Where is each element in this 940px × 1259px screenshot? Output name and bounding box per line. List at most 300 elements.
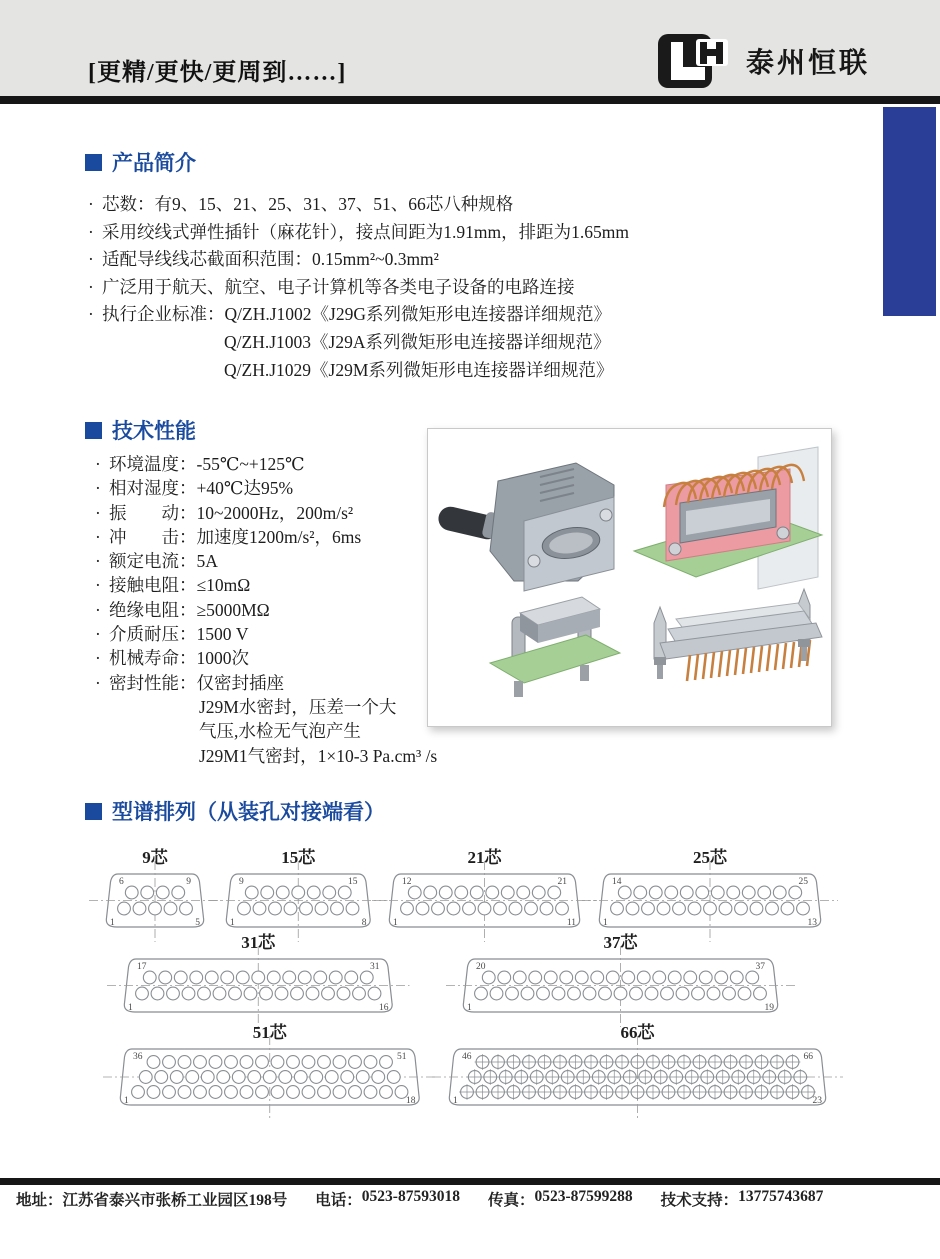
pin-hole xyxy=(156,886,169,899)
pin-hole xyxy=(722,987,735,1000)
pin-hole xyxy=(521,987,534,1000)
pin-hole xyxy=(766,902,779,915)
pin-number-label: 17 xyxy=(136,962,147,972)
pin-hole xyxy=(372,1071,385,1084)
diagram-title: 25芯 xyxy=(693,848,727,867)
pin-hole xyxy=(155,1071,168,1084)
pin-number-label: 19 xyxy=(764,1003,774,1013)
product-photo xyxy=(427,428,832,727)
pin-hole xyxy=(683,971,696,984)
pin-number-label: 14 xyxy=(612,877,622,887)
pin-number-label: 18 xyxy=(406,1096,416,1106)
pin-hole xyxy=(261,886,274,899)
pin-hole xyxy=(298,971,311,984)
pin-hole xyxy=(337,987,350,1000)
pin-hole-cross xyxy=(505,1084,521,1100)
pin-hole-cross xyxy=(691,1084,707,1100)
pin-hole-cross xyxy=(776,1069,792,1085)
pin-hole xyxy=(147,1086,160,1099)
pin-hole xyxy=(552,987,565,1000)
intro-text: 采用绞线式弹性插针（麻花针），接点间距为1.91mm，排距为1.65mm xyxy=(102,221,629,242)
pin-hole xyxy=(221,971,234,984)
pin-hole-cross xyxy=(521,1084,537,1100)
pin-hole xyxy=(505,987,518,1000)
intro-line xyxy=(88,274,748,302)
company-name: 泰州恒联 xyxy=(745,47,870,78)
pin-hole-cross xyxy=(590,1069,606,1085)
title-square-icon xyxy=(85,154,102,171)
pin-hole xyxy=(159,971,172,984)
pin-number-label: 1 xyxy=(124,1096,129,1106)
pin-hole xyxy=(634,886,647,899)
pin-hole xyxy=(338,886,351,899)
pin-hole xyxy=(333,1086,346,1099)
pin-hole xyxy=(493,902,506,915)
pin-hole xyxy=(178,1056,191,1069)
pin-hole xyxy=(536,987,549,1000)
pin-number-label: 5 xyxy=(195,918,200,928)
pin-hole xyxy=(267,971,280,984)
tech-line xyxy=(95,646,475,670)
pin-hole xyxy=(532,886,545,899)
tech-line xyxy=(95,525,475,549)
pin-hole-cross xyxy=(614,1054,630,1070)
pin-hole xyxy=(735,902,748,915)
section-title-intro-text: 产品简介 xyxy=(112,152,196,175)
pin-hole xyxy=(540,902,553,915)
pin-hole xyxy=(287,1086,300,1099)
pin-hole xyxy=(544,971,557,984)
pin-hole xyxy=(547,886,560,899)
tech-line xyxy=(95,476,475,500)
pin-hole xyxy=(797,902,810,915)
pin-hole-cross xyxy=(769,1084,785,1100)
pin-hole xyxy=(256,1056,269,1069)
pin-hole-cross xyxy=(691,1054,707,1070)
pin-number-label: 23 xyxy=(812,1096,822,1106)
pin-hole-cross xyxy=(466,1069,482,1085)
footer-value: 0523-87599288 xyxy=(534,1188,633,1205)
pin-hole xyxy=(745,971,758,984)
pin-hole xyxy=(306,987,319,1000)
bullet-dot: · xyxy=(95,526,101,547)
pin-hole xyxy=(470,886,483,899)
section-title-pinout-text: 型谱排列（从装孔对接端看） xyxy=(112,801,385,824)
pin-number-label: 51 xyxy=(397,1052,407,1062)
pin-hole xyxy=(151,987,164,1000)
pin-hole xyxy=(559,971,572,984)
pin-diagram-66 xyxy=(430,1020,845,1124)
intro-line xyxy=(88,246,748,274)
pin-hole-cross xyxy=(474,1054,490,1070)
pin-hole-cross xyxy=(559,1069,575,1085)
intro-text: Q/ZH.J1003《J29A系列微矩形电连接器详细规范》 xyxy=(224,331,611,352)
bullet-dot: · xyxy=(95,454,101,474)
pin-hole xyxy=(244,987,257,1000)
pin-hole xyxy=(673,902,686,915)
diagram-title: 15芯 xyxy=(281,848,315,867)
pin-hole xyxy=(225,1086,238,1099)
pin-hole xyxy=(364,1056,377,1069)
pin-hole-cross xyxy=(676,1054,692,1070)
company-logo-icon xyxy=(658,34,736,88)
pin-hole xyxy=(567,987,580,1000)
pin-hole xyxy=(668,971,681,984)
pin-hole xyxy=(555,902,568,915)
pin-hole xyxy=(163,1056,176,1069)
pin-hole-cross xyxy=(482,1069,498,1085)
pin-hole xyxy=(329,971,342,984)
bullet-dot: · xyxy=(95,551,101,572)
footer-item xyxy=(661,1188,824,1210)
pin-hole xyxy=(696,886,709,899)
pin-hole xyxy=(781,902,794,915)
pin-hole-cross xyxy=(668,1069,684,1085)
pin-hole xyxy=(315,902,328,915)
pin-hole xyxy=(149,902,162,915)
pin-hole xyxy=(245,886,258,899)
pin-hole-cross xyxy=(753,1084,769,1100)
pin-hole-cross xyxy=(528,1069,544,1085)
tech-text: 冲 击：加速度1200m/s²，6ms xyxy=(109,526,362,547)
pin-hole xyxy=(490,987,503,1000)
pin-hole xyxy=(178,1086,191,1099)
pin-hole xyxy=(299,902,312,915)
footer-contact-line xyxy=(16,1188,928,1210)
pin-hole xyxy=(688,902,701,915)
tech-text: 相对湿度：+40℃达95% xyxy=(109,478,294,499)
pin-hole xyxy=(590,971,603,984)
pin-hole xyxy=(680,886,693,899)
pin-hole xyxy=(236,971,249,984)
pin-hole xyxy=(346,902,359,915)
pin-hole-cross xyxy=(761,1069,777,1085)
pin-hole-cross xyxy=(490,1054,506,1070)
pin-hole xyxy=(626,902,639,915)
tech-text: 环境温度：-55℃~+125℃ xyxy=(109,454,305,474)
pin-hole xyxy=(310,1071,323,1084)
tech-line xyxy=(95,501,475,525)
pin-hole-cross xyxy=(459,1084,475,1100)
pin-hole xyxy=(172,886,185,899)
header-slogan: [更精/更快/更周到……] xyxy=(88,60,347,86)
diagram-title: 31芯 xyxy=(241,933,275,952)
footer-item xyxy=(16,1188,287,1210)
pin-hole xyxy=(485,886,498,899)
pin-number-label: 12 xyxy=(401,877,411,887)
pin-hole xyxy=(180,902,193,915)
pin-hole xyxy=(364,1086,377,1099)
pin-hole xyxy=(141,886,154,899)
tech-text: 绝缘电阻：≥5000MΩ xyxy=(109,599,270,620)
bullet-dot: · xyxy=(95,624,101,645)
centerline xyxy=(107,946,410,1027)
pin-hole xyxy=(264,1071,277,1084)
pin-hole xyxy=(194,1056,207,1069)
footer-item xyxy=(488,1188,633,1210)
brand-block xyxy=(658,34,870,88)
connector-through-hole xyxy=(654,589,822,681)
pin-hole xyxy=(660,987,673,1000)
pin-hole-cross xyxy=(637,1069,653,1085)
pin-hole xyxy=(621,971,634,984)
pin-hole xyxy=(575,971,588,984)
pin-hole xyxy=(707,987,720,1000)
pin-hole-cross xyxy=(652,1069,668,1085)
tech-line xyxy=(95,573,475,597)
bullet-dot: · xyxy=(95,575,101,596)
pin-hole-cross xyxy=(707,1084,723,1100)
pin-hole xyxy=(292,886,305,899)
intro-bullet-list xyxy=(88,191,748,384)
tech-text: J29M1气密封，1×10-3 Pa.cm³ /s xyxy=(199,745,438,766)
pin-hole xyxy=(699,971,712,984)
pin-hole xyxy=(727,886,740,899)
pin-hole-cross xyxy=(552,1084,568,1100)
tech-text: J29M水密封，压差一个大 xyxy=(199,696,397,717)
pin-number-label: 1 xyxy=(452,1096,458,1106)
pin-hole xyxy=(758,886,771,899)
footer-divider-bar xyxy=(0,1178,940,1185)
pin-hole xyxy=(614,987,627,1000)
pin-hole-cross xyxy=(730,1069,746,1085)
section-title-pinout xyxy=(85,796,385,826)
pin-number-label: 37 xyxy=(755,962,765,972)
pin-hole xyxy=(711,886,724,899)
pin-hole xyxy=(186,1071,199,1084)
bullet-dot: · xyxy=(95,599,101,620)
pin-hole xyxy=(268,902,281,915)
pin-hole xyxy=(164,902,177,915)
bullet-dot: · xyxy=(95,648,101,669)
pin-hole-cross xyxy=(722,1084,738,1100)
bullet-dot: · xyxy=(88,249,94,270)
pin-hole xyxy=(307,886,320,899)
pin-hole xyxy=(676,987,689,1000)
pin-hole xyxy=(140,1071,153,1084)
pin-number-label: 16 xyxy=(378,1003,389,1013)
pin-number-label: 8 xyxy=(361,918,367,928)
pin-hole xyxy=(171,1071,184,1084)
pin-hole xyxy=(388,1071,401,1084)
intro-text: 芯数：有9、15、21、25、31、37、51、66芯八种规格 xyxy=(102,194,514,214)
footer-item xyxy=(315,1188,460,1210)
pin-hole xyxy=(284,902,297,915)
pin-hole xyxy=(501,886,514,899)
pin-number-label: 9 xyxy=(186,877,191,887)
pin-hole xyxy=(209,1086,222,1099)
pin-hole xyxy=(611,902,624,915)
pin-hole xyxy=(259,987,272,1000)
tech-line xyxy=(95,452,475,476)
pin-hole-cross xyxy=(474,1084,490,1100)
pin-hole xyxy=(248,1071,261,1084)
diagram-title: 9芯 xyxy=(142,848,168,867)
title-square-icon xyxy=(85,803,102,820)
diagram-title: 21芯 xyxy=(467,848,501,867)
pin-hole xyxy=(447,902,460,915)
intro-line xyxy=(224,357,748,385)
pin-hole xyxy=(197,987,210,1000)
connector-backshell xyxy=(436,463,614,591)
pin-hole xyxy=(202,1071,215,1084)
pin-hole xyxy=(323,886,336,899)
pin-hole-cross xyxy=(629,1054,645,1070)
pin-hole xyxy=(318,1056,331,1069)
pin-hole-cross xyxy=(536,1054,552,1070)
pin-hole xyxy=(318,1086,331,1099)
pin-hole xyxy=(649,886,662,899)
pin-hole-cross xyxy=(707,1054,723,1070)
pin-hole xyxy=(118,902,131,915)
pin-hole xyxy=(283,971,296,984)
pin-hole xyxy=(642,902,655,915)
pin-hole-cross xyxy=(567,1084,583,1100)
pin-hole xyxy=(704,902,717,915)
pin-hole xyxy=(256,1086,269,1099)
pin-hole-cross xyxy=(598,1084,614,1100)
intro-text: 广泛用于航天、航空、电子计算机等各类电子设备的电路连接 xyxy=(102,276,575,297)
pin-hole xyxy=(509,902,522,915)
pin-number-label: 15 xyxy=(347,877,358,887)
pin-hole-cross xyxy=(513,1069,529,1085)
pin-hole xyxy=(341,1071,354,1084)
pin-hole xyxy=(750,902,763,915)
pin-hole-cross xyxy=(769,1054,785,1070)
footer-label: 技术支持： xyxy=(660,1192,739,1209)
diagram-title: 51芯 xyxy=(253,1023,287,1042)
pin-number-label: 20 xyxy=(475,962,485,972)
pin-hole xyxy=(133,902,146,915)
pin-hole xyxy=(357,1071,370,1084)
pin-hole xyxy=(368,987,381,1000)
pin-hole xyxy=(237,902,250,915)
tech-text: 接触电阻：≤10mΩ xyxy=(109,575,251,596)
pin-hole xyxy=(516,886,529,899)
pin-hole xyxy=(789,886,802,899)
pin-hole xyxy=(431,902,444,915)
pin-hole xyxy=(271,1056,284,1069)
intro-line xyxy=(88,219,748,247)
pin-hole xyxy=(629,987,642,1000)
title-square-icon xyxy=(85,422,102,439)
pin-number-label: 1 xyxy=(466,1003,472,1013)
pin-hole xyxy=(182,987,195,1000)
pin-hole xyxy=(194,1086,207,1099)
pin-number-label: 1 xyxy=(392,918,398,928)
pin-hole xyxy=(400,902,413,915)
pin-hole-cross xyxy=(714,1069,730,1085)
pin-hole xyxy=(279,1071,292,1084)
pin-number-label: 66 xyxy=(803,1052,813,1062)
pin-hole-cross xyxy=(683,1069,699,1085)
bullet-dot: · xyxy=(88,304,94,325)
section-title-tech xyxy=(85,415,196,445)
pin-hole-cross xyxy=(505,1054,521,1070)
pin-hole xyxy=(665,886,678,899)
bullet-dot: · xyxy=(88,221,94,242)
bullet-dot: · xyxy=(88,194,94,214)
pin-hole xyxy=(482,971,495,984)
pin-hole xyxy=(228,987,241,1000)
pin-hole-cross xyxy=(784,1054,800,1070)
pin-hole xyxy=(333,1056,346,1069)
bullet-dot: · xyxy=(95,478,101,499)
pin-hole xyxy=(618,886,631,899)
diagram-title: 37芯 xyxy=(603,933,637,952)
pin-hole xyxy=(225,1056,238,1069)
tech-text: 气压,水检无气泡产生 xyxy=(199,721,361,742)
pin-diagram-31 xyxy=(105,930,412,1031)
tech-line xyxy=(95,549,475,573)
pin-hole xyxy=(380,1086,393,1099)
pin-hole xyxy=(513,971,526,984)
pin-hole xyxy=(132,1086,145,1099)
footer-value: 0523-87593018 xyxy=(361,1188,460,1205)
pin-hole xyxy=(174,971,187,984)
pin-hole xyxy=(524,902,537,915)
pin-hole-cross xyxy=(583,1084,599,1100)
pin-hole-cross xyxy=(676,1084,692,1100)
intro-line xyxy=(88,301,748,329)
bullet-dot: · xyxy=(95,672,101,693)
pin-hole-cross xyxy=(521,1054,537,1070)
pin-number-label: 6 xyxy=(119,877,124,887)
pin-hole-cross xyxy=(583,1054,599,1070)
pin-hole xyxy=(652,971,665,984)
footer-label: 地址： xyxy=(16,1192,63,1209)
pin-number-label: 1 xyxy=(229,918,235,928)
pin-diagram-51 xyxy=(101,1020,439,1124)
pin-hole xyxy=(349,1056,362,1069)
pin-hole xyxy=(252,971,265,984)
pin-hole xyxy=(454,886,467,899)
pin-hole xyxy=(163,1086,176,1099)
connector-stacked-adapter xyxy=(490,597,620,697)
pin-hole-cross xyxy=(598,1054,614,1070)
pin-hole-cross xyxy=(629,1084,645,1100)
pin-hole xyxy=(287,1056,300,1069)
tech-line xyxy=(95,671,475,695)
tech-line xyxy=(199,744,475,768)
pin-hole xyxy=(352,987,365,1000)
pin-number-label: 13 xyxy=(807,918,817,928)
pin-hole xyxy=(474,987,487,1000)
pin-hole xyxy=(326,1071,339,1084)
footer-label: 电话： xyxy=(315,1192,362,1209)
pin-hole xyxy=(205,971,218,984)
pin-hole xyxy=(290,987,303,1000)
pin-hole xyxy=(345,971,358,984)
pin-hole xyxy=(209,1056,222,1069)
footer-value: 13775743687 xyxy=(738,1188,824,1205)
pin-hole-cross xyxy=(738,1084,754,1100)
tech-text: 机械寿命：1000次 xyxy=(109,648,249,669)
pin-hole-cross xyxy=(544,1069,560,1085)
pin-hole xyxy=(497,971,510,984)
pin-hole-cross xyxy=(490,1084,506,1100)
pin-hole xyxy=(302,1056,315,1069)
pin-hole xyxy=(147,1056,160,1069)
pin-hole xyxy=(143,971,156,984)
pin-hole xyxy=(645,987,658,1000)
pin-hole xyxy=(349,1086,362,1099)
pin-hole-cross xyxy=(745,1069,761,1085)
pin-hole xyxy=(606,971,619,984)
pin-hole-cross xyxy=(606,1069,622,1085)
pin-hole-cross xyxy=(699,1069,715,1085)
footer-label: 传真： xyxy=(487,1192,535,1209)
